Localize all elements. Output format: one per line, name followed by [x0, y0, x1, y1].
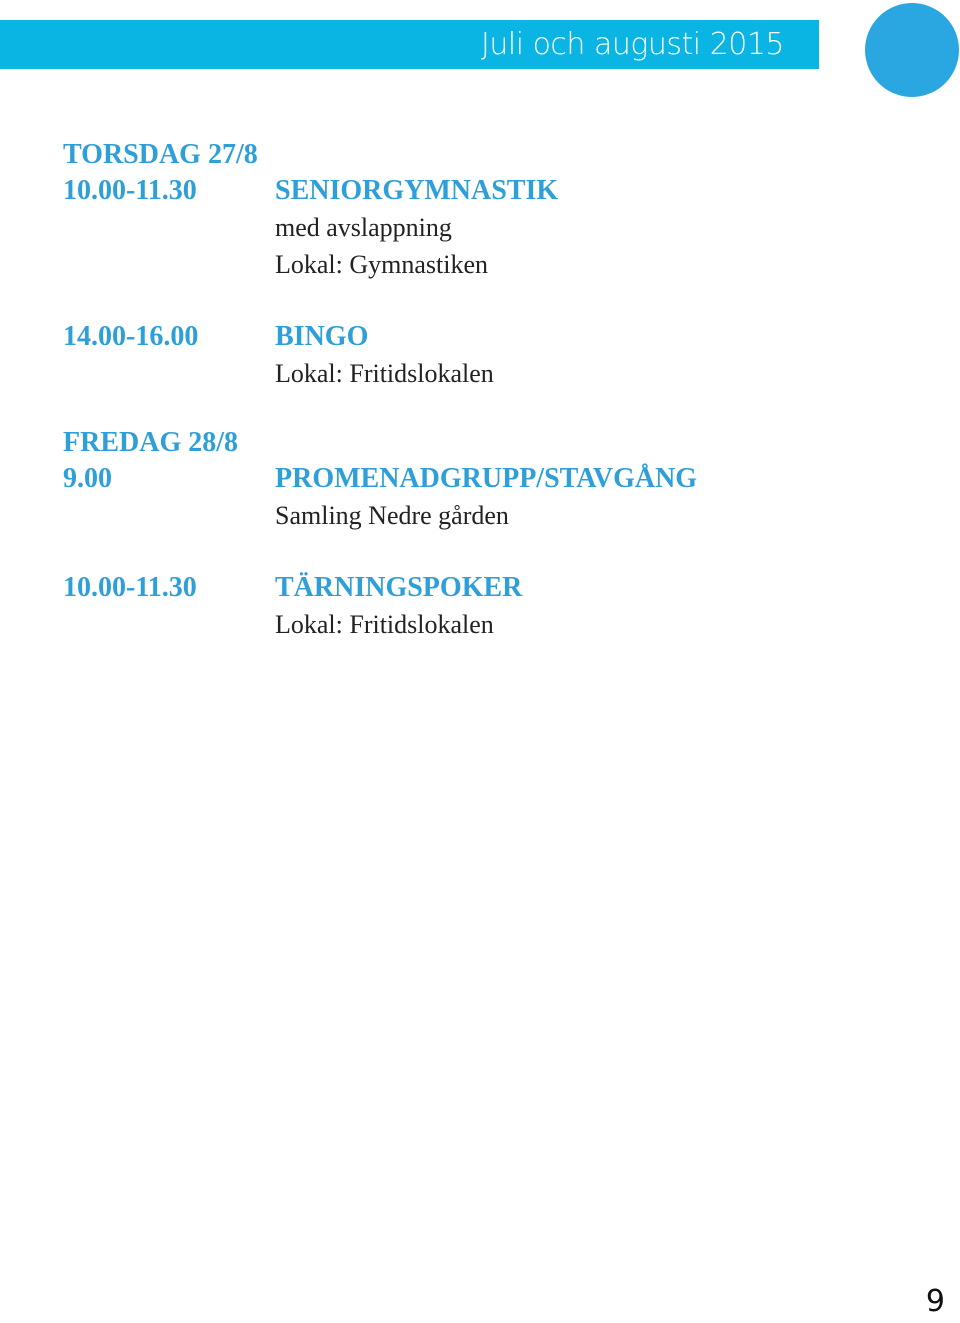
event-time: 10.00-11.30 [63, 572, 197, 603]
event-title: BINGO [275, 321, 369, 352]
event-body [275, 460, 923, 534]
event-item [63, 172, 923, 283]
event-time: 10.00-11.30 [63, 175, 197, 206]
event-item [63, 460, 923, 534]
header-bar [0, 20, 822, 69]
header-circle-decoration [865, 3, 959, 97]
event-body [275, 318, 923, 392]
day-heading: TORSDAG 27/8 [63, 139, 258, 170]
event-location: Lokal: Gymnastiken [275, 250, 489, 279]
event-time: 9.00 [63, 463, 112, 494]
day-friday [63, 426, 923, 643]
event-time: 14.00-16.00 [63, 321, 199, 352]
event-item [63, 569, 923, 643]
day-heading: FREDAG 28/8 [63, 427, 238, 458]
event-item [63, 318, 923, 392]
event-description: med avslappning [275, 213, 452, 242]
event-body [275, 172, 923, 283]
event-location: Samling Nedre gården [275, 501, 509, 530]
event-title: TÄRNINGSPOKER [275, 572, 523, 603]
event-location: Lokal: Fritidslokalen [275, 359, 494, 388]
event-body [275, 569, 923, 643]
event-location: Lokal: Fritidslokalen [275, 610, 494, 639]
day-thursday [63, 138, 923, 392]
event-title: SENIORGYMNASTIK [275, 175, 559, 206]
page-number: 9 [925, 1284, 945, 1319]
page-title: Juli och augusti 2015 [481, 27, 784, 62]
event-title: PROMENADGRUPP/STAVGÅNG [275, 463, 698, 494]
schedule [63, 138, 923, 643]
